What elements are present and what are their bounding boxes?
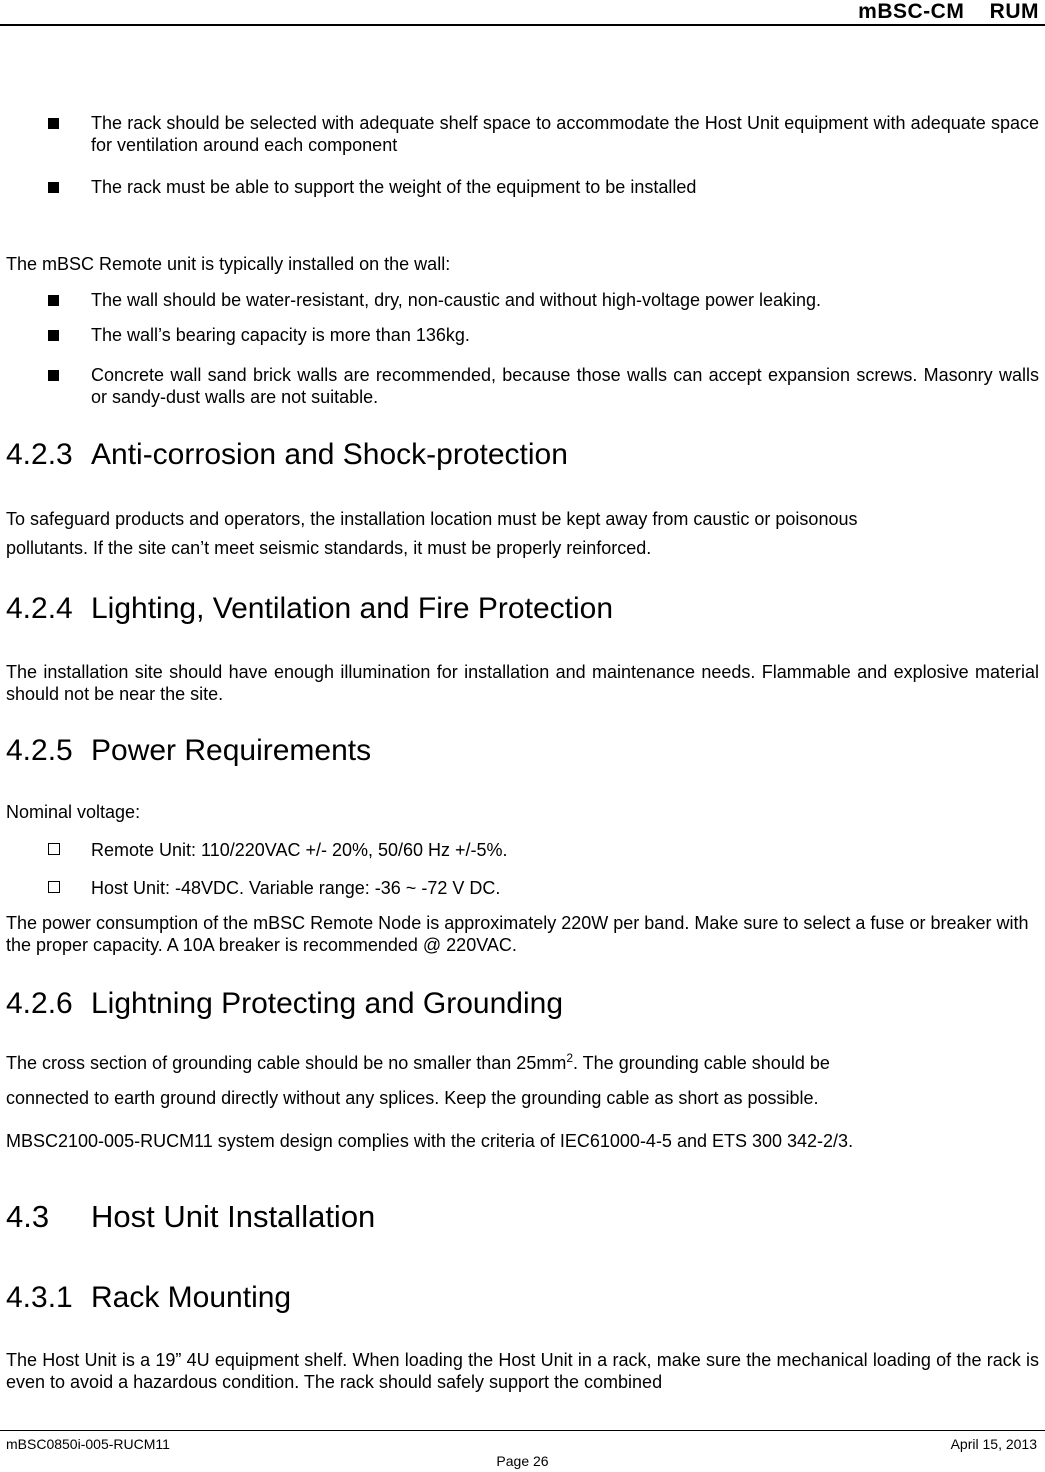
- section-4-2-6-text-line3: MBSC2100-005-RUCM11 system design complies with the criteria of IEC61000-4-5 and ETS 300 342-2/3.: [6, 1131, 854, 1151]
- section-4-2-4-heading: 4.2.4 Lighting, Ventilation and Fire Protection: [6, 592, 613, 625]
- section-4-2-3-text-line2: pollutants. If the site can’t meet seismic standards, it must be properly reinforced.: [6, 538, 652, 558]
- bullet-square-icon: [48, 116, 59, 134]
- checkbox-square-icon: [48, 880, 60, 898]
- section-4-3-1-text: The Host Unit is a 19” 4U equipment shelf. When loading the Host Unit in a rack, make sure the mechanical loading of the rack is even to avoid a hazardous condition. The rack should safely support the combined: [6, 1350, 1039, 1392]
- section-4-2-4-text: The installation site should have enough illumination for installation and maintenance needs. Flammable and explosive material should not be near the site.: [6, 662, 1039, 704]
- footer-date: April 15, 2013: [950, 1436, 1037, 1452]
- bullet-square-icon: [48, 368, 59, 386]
- wall-bullet-3: Concrete wall sand brick walls are recommended, because those walls can accept expansion screws. Masonry walls or sandy-dust walls are not suitable.: [91, 365, 1039, 407]
- voltage-option-remote: Remote Unit: 110/220VAC +/- 20%, 50/60 Hz +/-5%.: [91, 840, 508, 860]
- checkbox-square-icon: [48, 842, 60, 860]
- nominal-voltage-label: Nominal voltage:: [6, 802, 141, 822]
- bullet-square-icon: [48, 328, 59, 346]
- section-4-3-heading: 4.3 Host Unit Installation: [6, 1199, 376, 1234]
- section-4-2-3-text-line1: To safeguard products and operators, the installation location must be kept away from caustic or poisonous: [6, 509, 858, 529]
- footer-page-number: Page 26: [496, 1453, 549, 1469]
- bullet-square-icon: [48, 180, 59, 198]
- remote-intro: The mBSC Remote unit is typically installed on the wall:: [6, 254, 451, 274]
- footer-rule: [0, 1430, 1045, 1431]
- section-4-2-6-heading: 4.2.6 Lightning Protecting and Grounding: [6, 987, 564, 1020]
- voltage-option-host: Host Unit: -48VDC. Variable range: -36 ~ -72 V DC.: [91, 878, 501, 898]
- wall-bullet-2: The wall’s bearing capacity is more than 136kg.: [91, 325, 470, 345]
- bullet-square-icon: [48, 293, 59, 311]
- section-4-2-6-text-line2: connected to earth ground directly without any splices. Keep the grounding cable as short as possible.: [6, 1088, 819, 1108]
- section-4-3-1-heading: 4.3.1 Rack Mounting: [6, 1281, 292, 1314]
- header-title: mBSC-CM RUM: [858, 0, 1039, 23]
- section-4-2-6-text-line1: The cross section of grounding cable should be no smaller than $25mm^2$. The grounding cable should be: [6, 1051, 830, 1073]
- section-4-2-5-text: The power consumption of the mBSC Remote Node is approximately 220W per band. Make sure to select a fuse or breaker with the proper capacity. A 10A breaker is recommended @ 220VAC.: [6, 913, 1029, 955]
- rack-bullet-1: The rack should be selected with adequate shelf space to accommodate the Host Unit equipment with adequate space for ventilation around each component: [91, 113, 1039, 155]
- header-rule: [0, 24, 1045, 26]
- section-4-2-5-heading: 4.2.5 Power Requirements: [6, 734, 372, 767]
- wall-bullet-1: The wall should be water-resistant, dry, non-caustic and without high-voltage power leaking.: [91, 290, 822, 310]
- rack-bullet-2: The rack must be able to support the weight of the equipment to be installed: [91, 177, 697, 197]
- footer-doc-id: mBSC0850i-005-RUCM11: [6, 1436, 170, 1452]
- section-4-2-3-heading: 4.2.3 Anti-corrosion and Shock-protection: [6, 438, 568, 471]
